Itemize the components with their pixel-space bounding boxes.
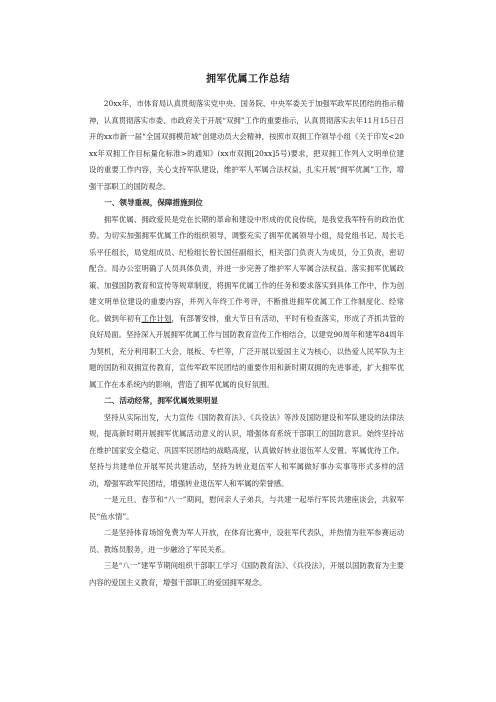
activities-paragraph: 坚持从实际出发，大力宣传《国防教育法》、《兵役法》等涉及国防建设和军队建设的法律法规，提高新时期开展拥军优属活动意义的认识，增强体育系统干部职工的国防意识。始终坚持站在维护国家安全稳定、巩固军民团结的战略高度，认真做好转业退伍军人安置、军属优待工作。坚持与共建单位开展军民共建活动，坚持为转业退伍军人和军属做好事办实事等形式多样的活动，增强军政军民团结，增强转业退伍军人和军属的荣誉感。 (89, 412, 404, 488)
leadership-text-2: ，有部署安排，重大节日有活动，平时有检查落实，形成了齐抓共管的良好局面。坚持深入开展拥军优属工作与国防教育宣传工作相结合，以建党90周年和建军84周年为契机，充分利用职工大会、展板、专栏等，广泛开展以爱国主义为核心，以热爱人民军队为主题的国防和双拥宣传教育，宣传军政军民团结的重要作用和新时期双拥的先进事迹，扩大拥军优属工作在本系统内的影响，营造了拥军优属的良好氛围。 (89, 313, 404, 389)
section-heading-1: 一、领导重视，保障措施到位 (104, 198, 203, 207)
document-title: 拥军优属工作总结 (206, 74, 290, 85)
leadership-paragraph (89, 212, 404, 394)
activity-item-2: 二是坚持体育场馆免费为军人开放，在体育比赛中，设驻军代表队，并热情为驻军参赛运动员、教练员服务，进一步融洽了军民关系。 (89, 528, 404, 554)
work-plan-link[interactable]: 工作计划 (141, 313, 172, 323)
intro-paragraph: 20xx年，市体育局认真贯彻落实党中央、国务院、中央军委关于加强军政军民团结的指示精神，认真贯彻落实市委、市政府关于开展“双拥”工作的重要指示，认真贯彻落实去年11月15日召开的xx市新一届“全国双拥模范城”创建动员大会精神，按照市双拥工作领导小组《关于印发<20xx年双拥工作目标量化标准>的通知》(xx市双拥[20xx]5号)要求，把双拥工作列入文明单位建设的重要工作内容，关心支持军队建设，维护军人军属合法权益，扎实开展“拥军优属”工作，增强干部职工的国防观念。 (89, 99, 404, 191)
activity-item-1: 一是元旦、春节和“八一”期间，慰问亲人子弟兵，与共建一起举行军民共建座谈会，共叙军民“鱼水情”。 (89, 495, 404, 521)
document-body (89, 96, 404, 591)
activity-item-3: 三是“八一”建军节期间组织干部职工学习《国防教育法》、《兵役法》，开展以国防教育为主要内容的爱国主义教育，增强干部职工的爱国拥军观念。 (89, 561, 404, 587)
leadership-text-1: 拥军优属、拥政爱民是党在长期的革命和建设中形成的优良传统，是我党我军特有的政治优势。为切实加强拥军优属工作的组织领导，调整充实了拥军优属领导小组，局党组书记、局长毛乐平任组长，局党组成员、纪检组长曾长国任副组长，相关部门负责人为成员，分工负责，密切配合。局办公室明确了人员具体负责，并进一步完善了维护军人军属合法权益、落实拥军优属政策、加强国防教育和宣传等规章制度，将拥军优属工作的任务和要求落实到具体工作中，作为创建文明单位建设的重要内容，并列入年终工作考评，不断推进拥军优属工作工作制度化、经常化。做到年初有 (89, 214, 404, 323)
section-heading-2: 二、活动经常，拥军优属效果明显 (104, 396, 219, 405)
